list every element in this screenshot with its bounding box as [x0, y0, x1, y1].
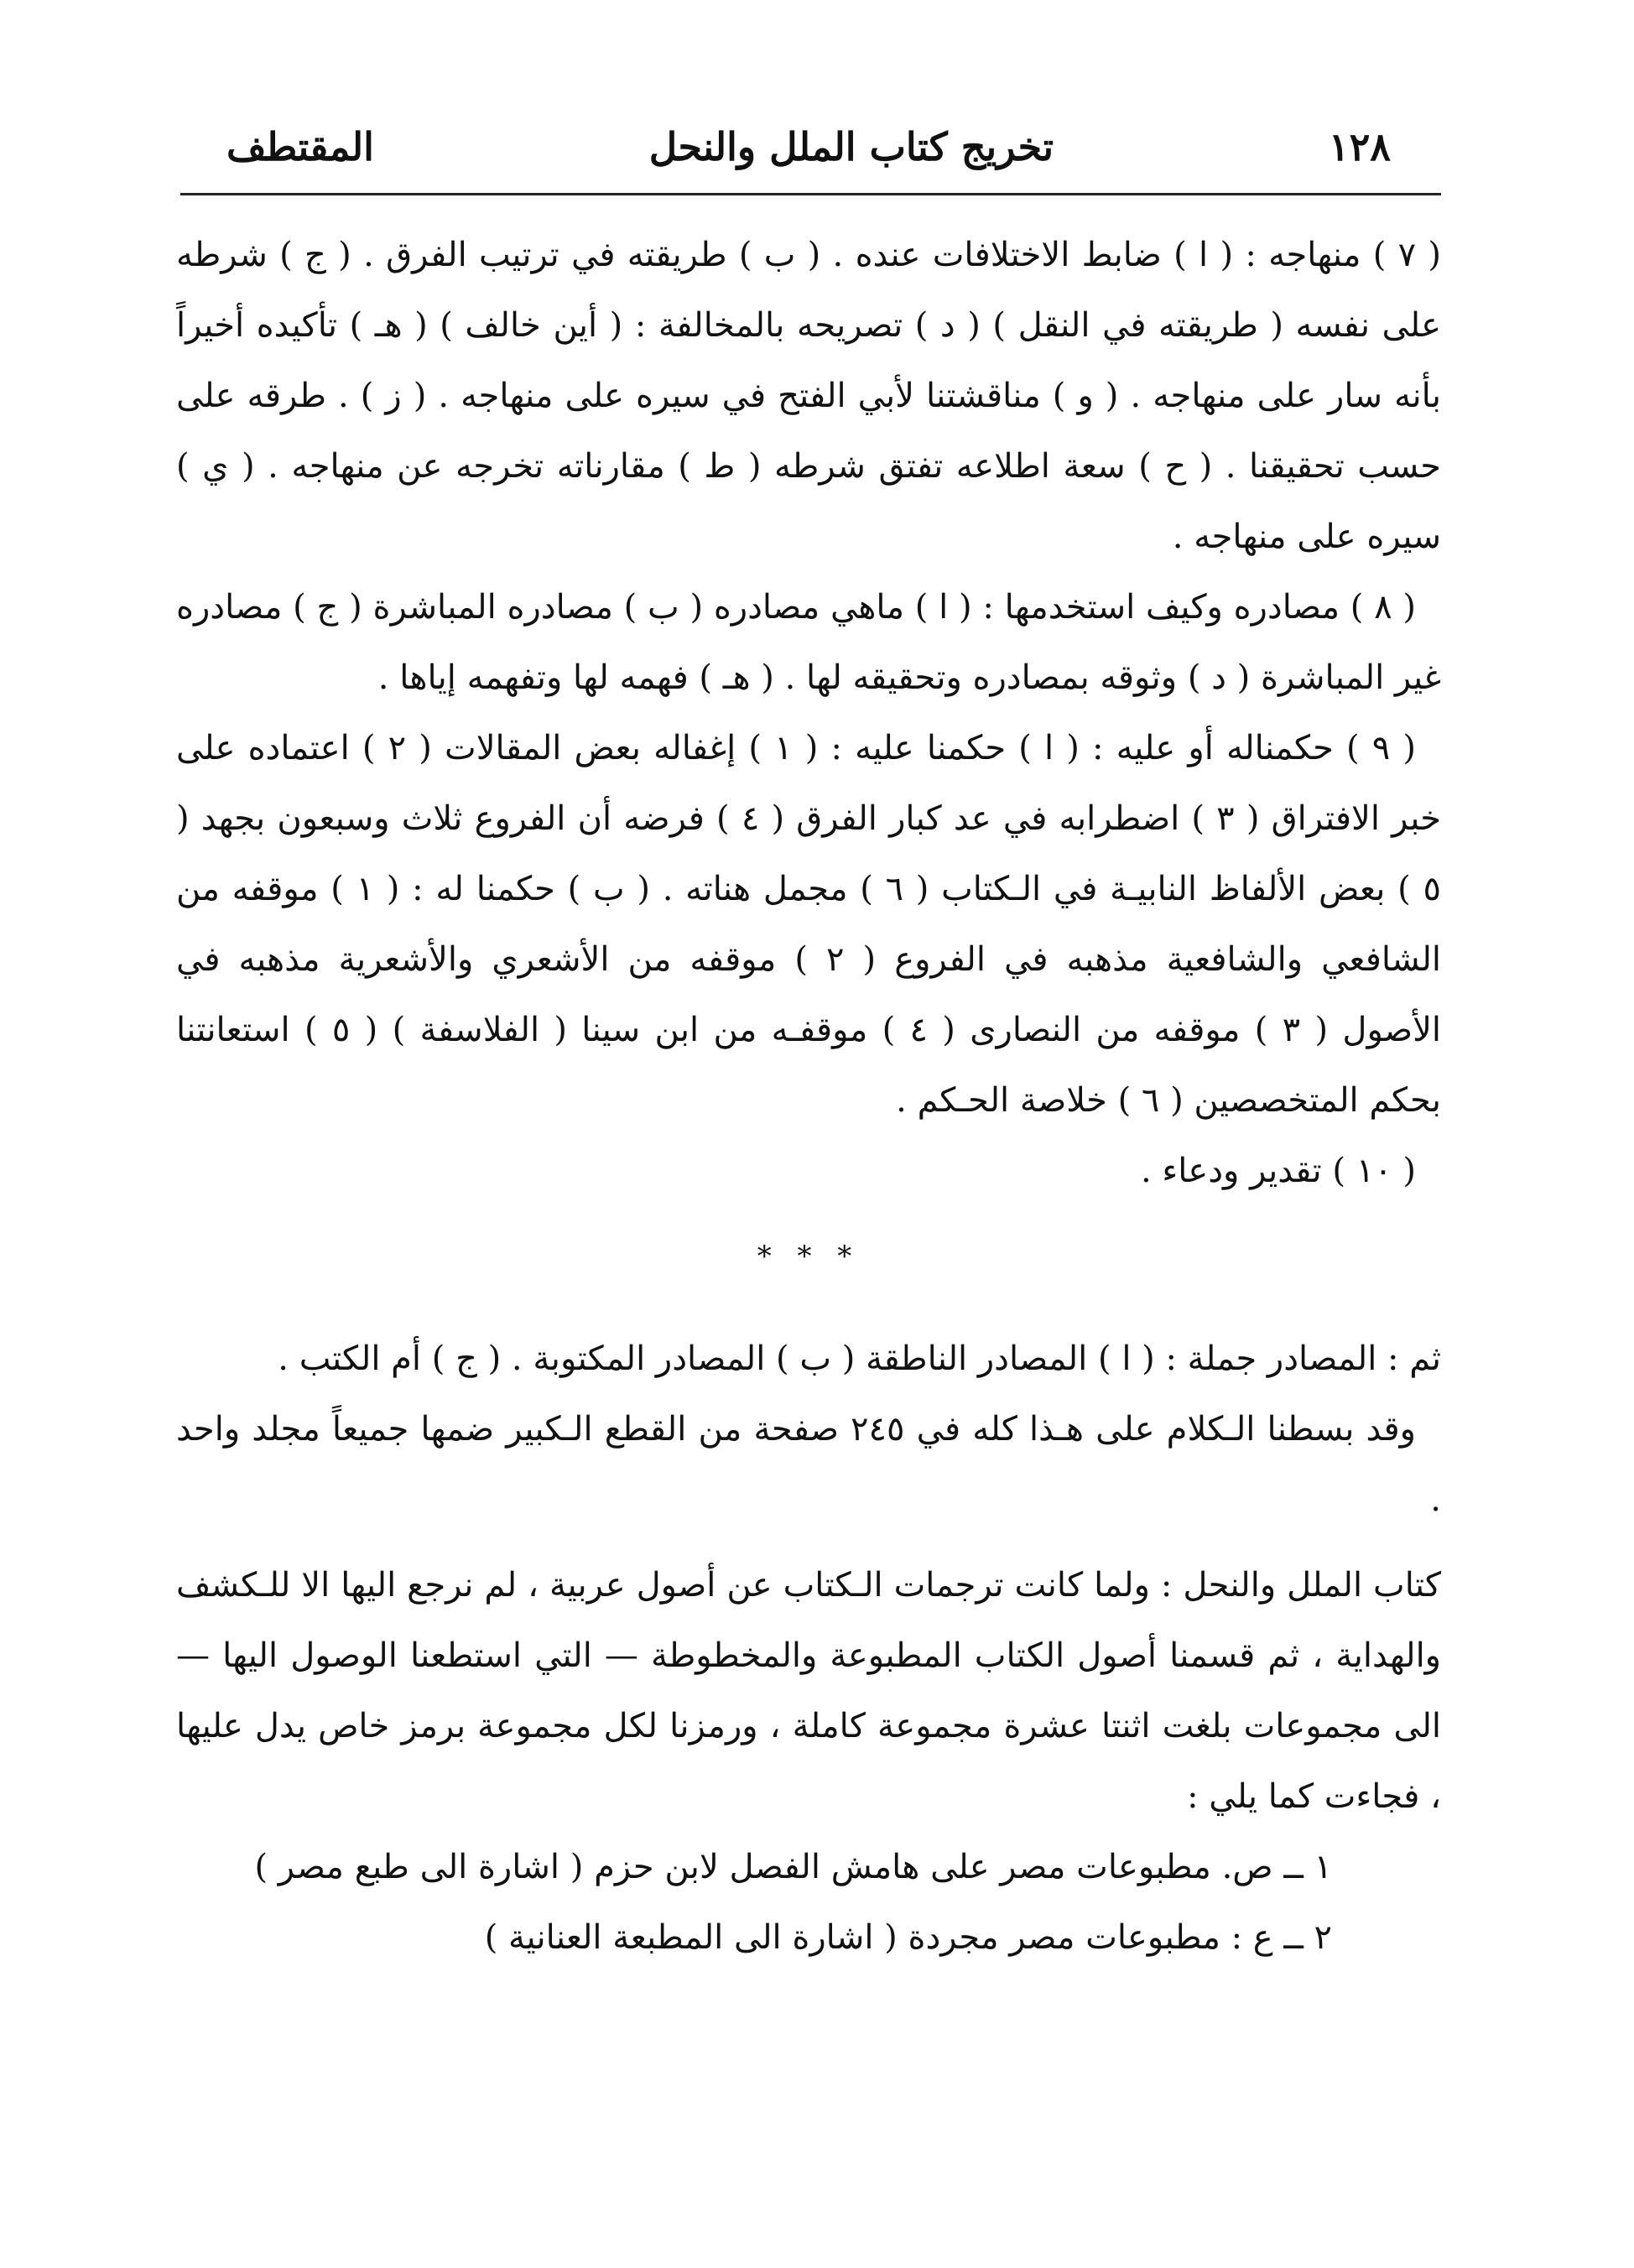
page-number: ١٢٨ [1328, 124, 1391, 169]
list-item: ١ ــ ص. مطبوعات مصر على هامش الفصل لابن حزم ( اشارة الى طبع مصر ) [254, 1848, 1332, 1886]
paragraph-8: ( ٨ ) مصادره وكيف استخدمها : ( ا ) ماهي مصادره ( ب ) مصادره المباشرة ( ج ) مصادره غير المباشرة ( د ) وثوقه بمصادره وتحقيقه لها . ( هـ ) فهمه لها وتفهمه إياها . [176, 588, 1441, 697]
article-body [176, 220, 1441, 1973]
list-item: ٢ ــ ع : مطبوعات مصر مجردة ( اشارة الى المطبعة العنانية ) [484, 1918, 1332, 1957]
paragraph-7: ( ٧ ) منهاجه : ( ا ) ضابط الاختلافات عنده . ( ب ) طريقته في ترتيب الفرق . ( ج ) شرطه على نفسه ( طريقته في النقل ) ( د ) تصريحه بالمخالفة : ( أين خالف ) ( هـ ) تأكيده أخيراً بأنه سار على منهاجه . ( و ) مناقشتنا لأبي الفتح في سيره على منهاجه . ( ز ) . طرقه على حسب تحقيقنا . ( ح ) سعة اطلاعه تفتق شرطه ( ط ) مقارناته تخرجه عن منهاجه . ( ي ) سيره على منهاجه . [176, 236, 1441, 556]
paragraph-10: ( ١٠ ) تقدير ودعاء . [1140, 1152, 1416, 1190]
paragraph-9: ( ٩ ) حكمناله أو عليه : ( ا ) حكمنا عليه : ( ١ ) إغفاله بعض المقالات ( ٢ ) اعتماده على خبر الافتراق ( ٣ ) اضطرابه في عد كبار الفرق ( ٤ ) فرضه أن الفروع ثلاث وسبعون بجهد ( ٥ ) بعض الألفاظ النابيـة في الـكتاب ( ٦ ) مجمل هناته . ( ب ) حكمنا له : ( ١ ) موقفه من الشافعي والشافعية مذهبه في الفروع ( ٢ ) موقفه من الأشعري والأشعرية مذهبه في الأصول ( ٣ ) موقفه من النصارى ( ٤ ) موقفـه من ابن سينا ( الفلاسفة ) ( ٥ ) استعانتنا بحكم المتخصصين ( ٦ ) خلاصة الحـكم . [176, 729, 1442, 1120]
paragraph-sources: ثم : المصادر جملة : ( ا ) المصادر الناطقة ( ب ) المصادر المكتوبة . ( ج ) أم الكتب . [278, 1339, 1441, 1378]
paragraph-summary: وقد بسطنا الـكلام على هـذا كله في ٢٤٥ صفحة من القطع الـكبير ضمها جميعاً مجلد واحد . [176, 1410, 1441, 1519]
article-title: تخريج كتاب الملل والنحل [648, 124, 1054, 169]
section-separator: * * * [757, 1240, 861, 1273]
journal-name: المقتطف [226, 124, 374, 169]
page-header [226, 113, 1391, 180]
header-rule [180, 193, 1441, 195]
paragraph-book: كتاب الملل والنحل : ولما كانت ترجمات الـكتاب عن أصول عربية ، لم نرجع اليها الا للـكشف والهداية ، ثم قسمنا أصول الكتاب المطبوعة والمخطوطة — التي استطعنا الوصول اليها — الى مجموعات بلغت اثنتا عشرة مجموعة كاملة ، ورمزنا لكل مجموعة برمز خاص يدل عليها ، فجاءت كما يلي : [176, 1566, 1441, 1816]
